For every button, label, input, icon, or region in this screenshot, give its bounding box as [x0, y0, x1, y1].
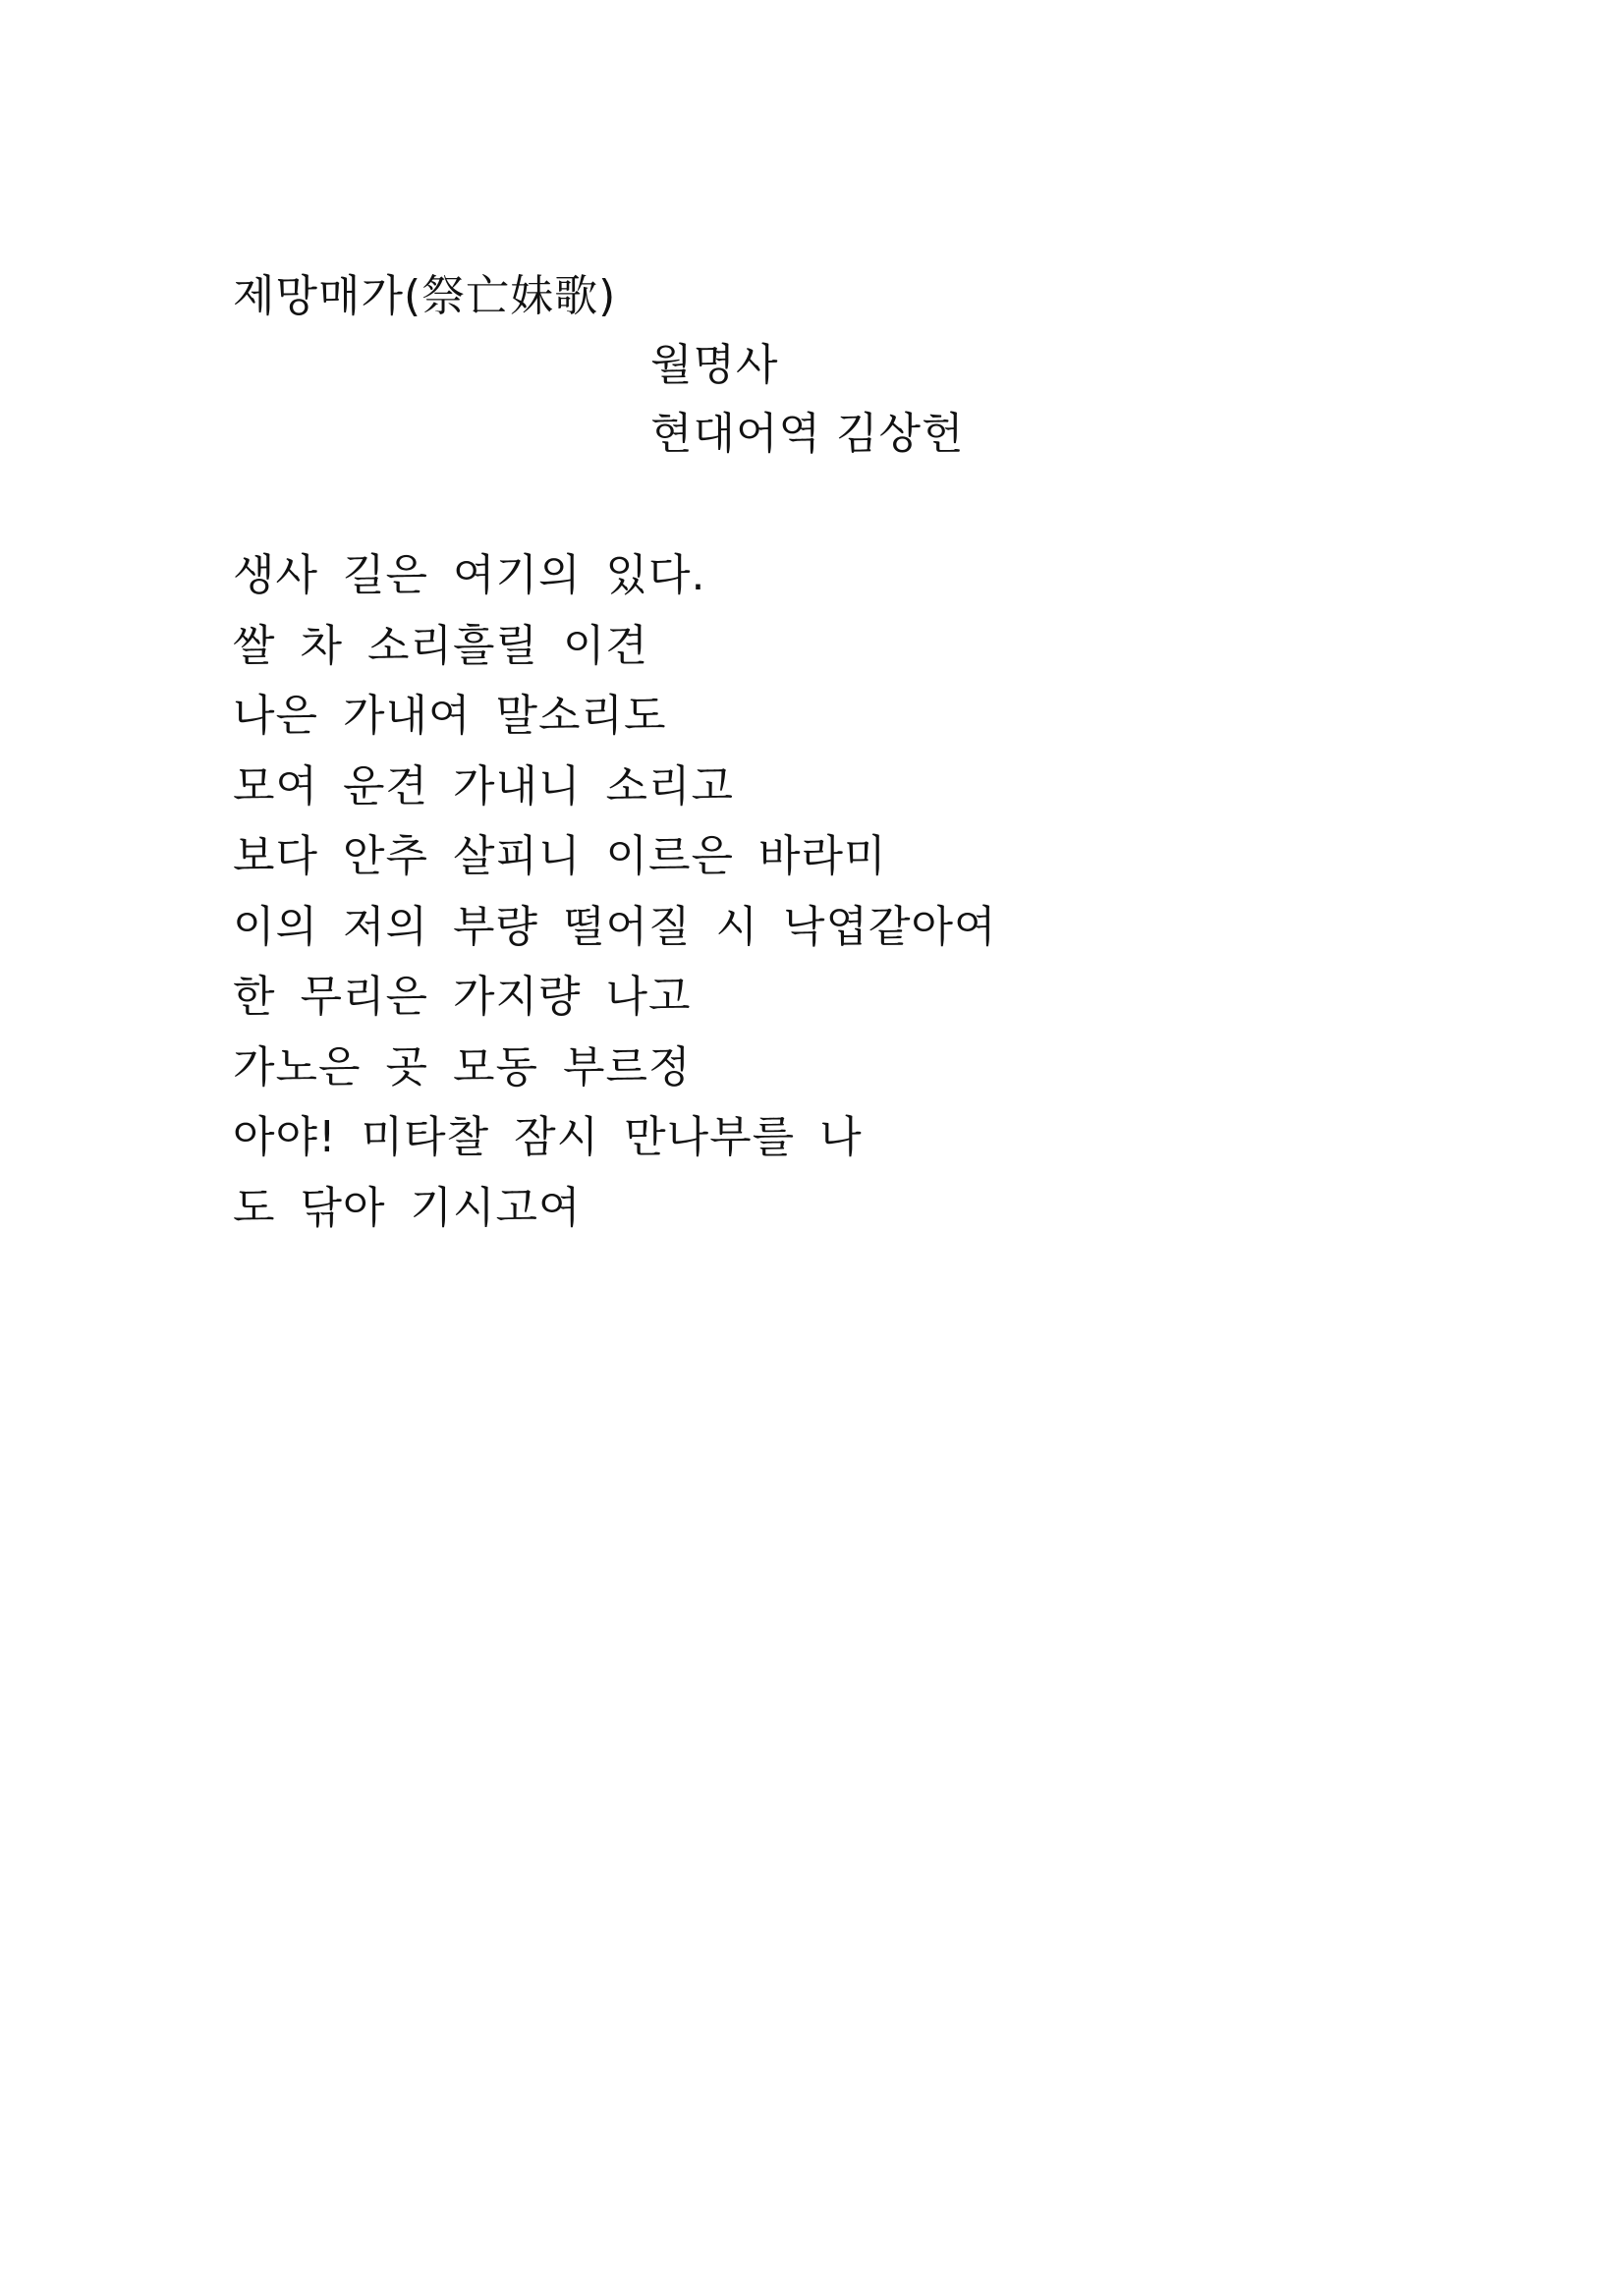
poem-body [233, 546, 997, 1249]
poem-line: 나은 가내여 말소리도 [233, 691, 667, 741]
poem-author: 월명사 [650, 340, 779, 390]
poem-line: 한 무리은 가지량 나고 [233, 972, 692, 1022]
poem-line: 가노은 곳 모동 부르정 [233, 1041, 692, 1092]
poem-line: 모여 운견 가내니 소리고 [233, 760, 734, 812]
poem-line: 생사 길은 여기의 있다. [233, 550, 706, 600]
poem-translator: 현대어역 김상헌 [650, 409, 965, 459]
poem-line: 이의 저의 부량 떨어질 시 낙엽같아여 [233, 901, 997, 952]
poem-line: 도 닦아 기시고여 [233, 1182, 582, 1233]
poem-line: 쌀 차 소리흘릴 이견 [233, 620, 648, 671]
poem-line: 보다 안추 살피니 이르은 바라미 [233, 831, 887, 881]
poem-title: 제망매가(祭亡妹歌) [233, 271, 617, 321]
poem-line: 아야! 미타찰 잠시 만나부를 나 [233, 1112, 863, 1162]
